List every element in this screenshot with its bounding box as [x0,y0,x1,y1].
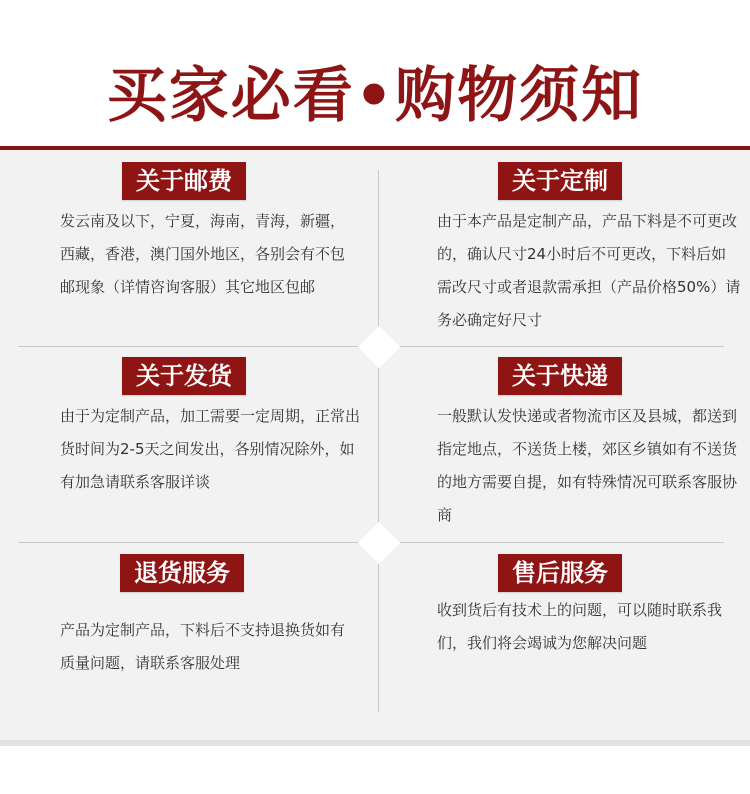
horizontal-divider-left-2 [18,542,360,543]
section-label-customization: 关于定制 [498,162,622,200]
panel-bottom-edge [0,740,750,746]
section-text-courier: 一般默认发快递或者物流市区及县城，都送到指定地点，不送货上楼，郊区乡镇如有不送货的地方需要自提，如有特殊情况可联系客服协商 [437,407,738,524]
section-text-dispatch: 由于为定制产品，加工需要一定周期，正常出货时间为2-5天之间发出，各别情况除外，如有加急请联系客服详谈 [60,407,361,491]
section-text-shipping-fee: 发云南及以下，宁夏，海南，青海，新疆，西藏，香港，澳门国外地区，各别会有不包邮现象（详情咨询客服）其它地区包邮 [60,212,346,296]
vertical-divider-middle [378,366,379,526]
section-label-returns: 退货服务 [120,554,244,592]
section-label-shipping-fee: 关于邮费 [122,162,246,200]
vertical-divider-top [378,170,379,330]
page-title: 买家必看•购物须知 [106,61,644,131]
horizontal-divider-left-1 [18,346,360,347]
section-label-after-sales: 售后服务 [498,554,622,592]
vertical-divider-bottom [378,562,379,712]
header [0,0,750,148]
horizontal-divider-right-2 [398,542,724,543]
section-label-courier: 关于快递 [498,357,622,395]
section-text-returns: 产品为定制产品，下料后不支持退换货如有质量问题，请联系客服处理 [60,621,346,672]
section-text-after-sales: 收到货后有技术上的问题，可以随时联系我们，我们将会竭诚为您解决问题 [437,601,723,652]
section-label-dispatch: 关于发货 [122,357,246,395]
section-text-customization: 由于本产品是定制产品，产品下料是不可更改的，确认尺寸24小时后不可更改，下料后如需改尺寸或者退款需承担（产品价格50%）请务必确定好尺寸 [437,212,741,329]
horizontal-divider-right-1 [398,346,724,347]
